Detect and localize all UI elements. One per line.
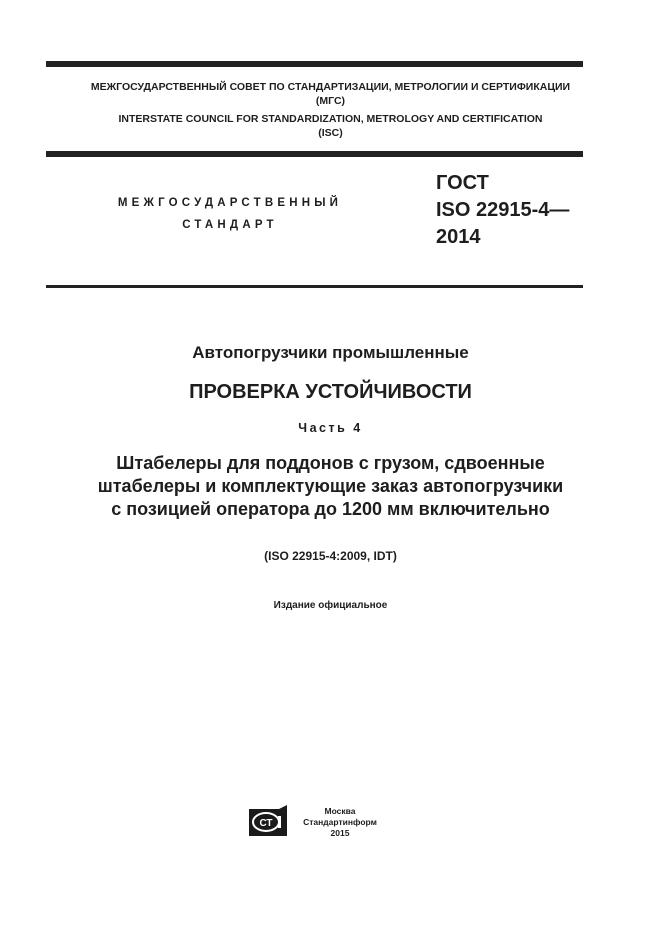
publisher (290, 806, 390, 839)
subtitle-line3: с позицией оператора до 1200 мм включительно (111, 499, 550, 519)
publisher-year: 2015 (330, 828, 350, 838)
council-ru-name: МЕЖГОСУДАРСТВЕННЫЙ СОВЕТ ПО СТАНДАРТИЗАЦИИ, МЕТРОЛОГИИ И СЕРТИФИКАЦИИ (90, 81, 571, 93)
designation-gost: ГОСТ (436, 172, 489, 194)
designation-number: ISO 22915-4— (436, 199, 570, 221)
subtitle-line2: штабелеры и комплектующие заказ автопогрузчики (97, 476, 564, 496)
svg-text:СТ: СТ (259, 818, 273, 829)
title-part: Часть 4 (298, 421, 363, 435)
council-en (0, 112, 661, 140)
council-ru-abbr: (МГС) (315, 95, 346, 107)
council-en-name: INTERSTATE COUNCIL FOR STANDARDIZATION, METROLOGY AND CERTIFICATION (118, 113, 543, 125)
standard-type-line1: МЕЖГОСУДАРСТВЕННЫЙ (117, 197, 343, 209)
publisher-city: Москва (324, 806, 356, 816)
council-en-abbr: (ISC) (318, 127, 343, 139)
subtitle-line1: Штабелеры для поддонов с грузом, сдвоенные (116, 453, 545, 473)
title-main: ПРОВЕРКА УСТОЙЧИВОСТИ (189, 381, 472, 403)
title-subject: Автопогрузчики промышленные (192, 343, 469, 362)
designation (436, 170, 569, 251)
standard-type (60, 192, 400, 236)
designation-year: 2014 (436, 226, 481, 248)
top-rule (46, 61, 583, 67)
header-bottom-rule (46, 151, 583, 157)
standartinform-logo-icon (249, 805, 287, 836)
iso-reference: (ISO 22915-4:2009, IDT) (264, 549, 397, 563)
council-ru (0, 80, 661, 108)
standard-type-line2: СТАНДАРТ (182, 219, 278, 231)
publisher-name: Стандартинформ (303, 817, 377, 827)
edition-label: Издание официальное (273, 600, 388, 611)
designation-rule (46, 285, 583, 288)
title-subtitle (0, 452, 661, 521)
